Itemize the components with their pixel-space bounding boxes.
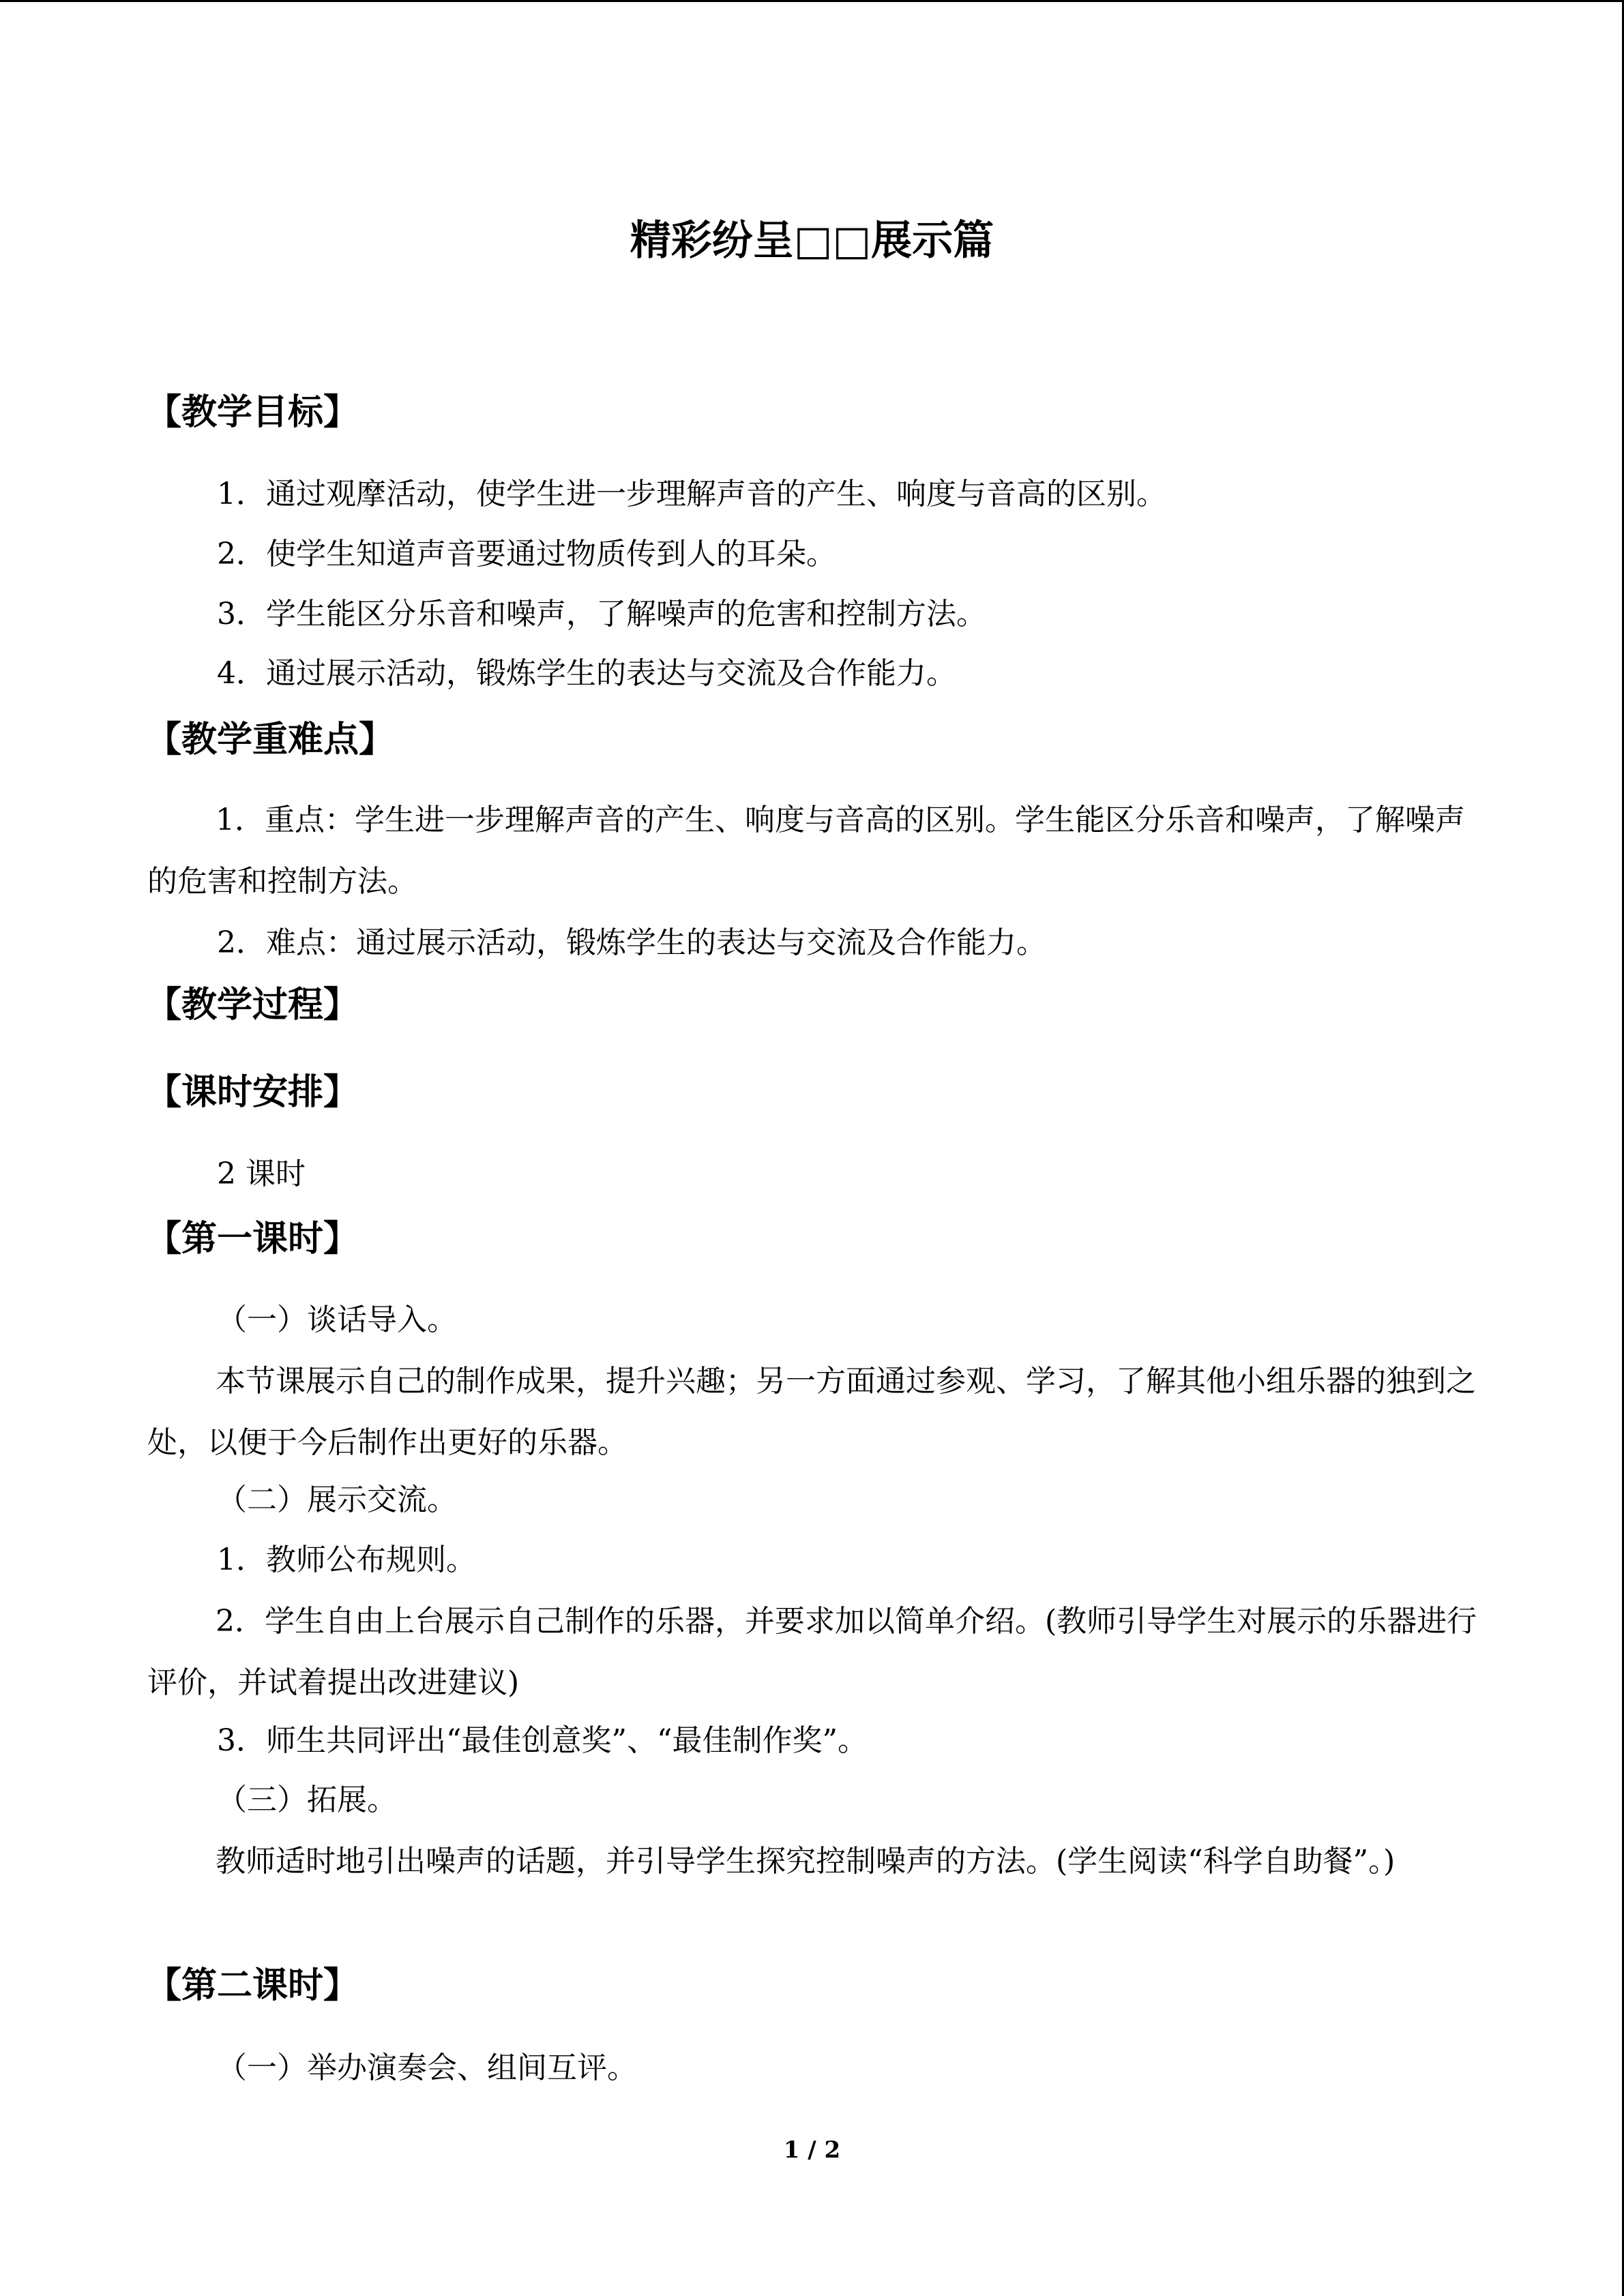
heading-lesson-1: 【第一课时】 bbox=[146, 1219, 359, 1259]
lesson1-part3-title: （三）拓展。 bbox=[217, 1783, 397, 1817]
lesson1-part2-item-1: 1．教师公布规则。 bbox=[217, 1542, 476, 1577]
page-number: 1 / 2 bbox=[783, 2136, 841, 2164]
lesson1-part1-text: 本节课展示自己的制作成果，提升兴趣；另一方面通过参观、学习，了解其他小组乐器的独到之处，以便于今后制作出更好的乐器。 bbox=[147, 1364, 1476, 1460]
heading-schedule: 【课时安排】 bbox=[146, 1072, 359, 1113]
schedule-text: 2 课时 bbox=[217, 1157, 306, 1191]
lesson1-part2-item-2: 2．学生自由上台展示自己制作的乐器，并要求加以简单介绍。(教师引导学生对展示的乐器进行评价，并试着提出改进建议) bbox=[147, 1604, 1477, 1700]
key-point-item-1: 1．重点：学生进一步理解声音的产生、响度与音高的区别。学生能区分乐音和噪声，了解噪声的危害和控制方法。 bbox=[147, 803, 1465, 899]
heading-objectives: 【教学目标】 bbox=[146, 392, 359, 433]
heading-key-points: 【教学重难点】 bbox=[146, 719, 395, 760]
lesson1-part1-title: （一）谈话导入。 bbox=[217, 1302, 457, 1337]
lesson2-part1-title: （一）举办演奏会、组间互评。 bbox=[217, 2051, 637, 2085]
heading-process: 【教学过程】 bbox=[146, 985, 359, 1026]
objective-item-4: 4．通过展示活动，锻炼学生的表达与交流及合作能力。 bbox=[217, 656, 956, 691]
page-border-top bbox=[0, 0, 1624, 2]
lesson1-part3-text: 教师适时地引出噪声的话题，并引导学生探究控制噪声的方法。(学生阅读“科学自助餐”。) bbox=[216, 1844, 1396, 1879]
document-title: 精彩纷呈□□展示篇 bbox=[630, 217, 994, 265]
objective-item-2: 2．使学生知道声音要通过物质传到人的耳朵。 bbox=[217, 537, 836, 571]
objective-item-1: 1．通过观摩活动，使学生进一步理解声音的产生、响度与音高的区别。 bbox=[217, 477, 1166, 511]
key-point-item-2: 2．难点：通过展示活动，锻炼学生的表达与交流及合作能力。 bbox=[217, 925, 1046, 960]
lesson1-part2-item-3: 3．师生共同评出“最佳创意奖”、“最佳制作奖”。 bbox=[217, 1723, 868, 1758]
heading-lesson-2: 【第二课时】 bbox=[146, 1965, 359, 2006]
objective-item-3: 3．学生能区分乐音和噪声，了解噪声的危害和控制方法。 bbox=[217, 597, 986, 631]
lesson1-part2-title: （二）展示交流。 bbox=[217, 1482, 457, 1517]
